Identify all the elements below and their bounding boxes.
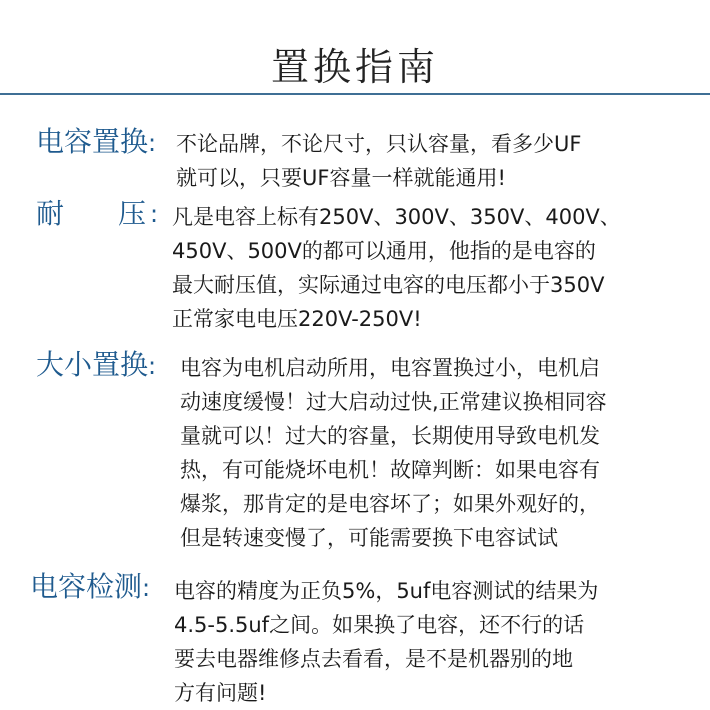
section-label-text: 电容置换 [36,125,149,158]
text-line: 450V、500V的都可以通用，他指的是电容的 [172,239,596,263]
section-label-colon: : [148,129,157,157]
text-line: 动速度缓慢！过大启动过快,正常建议换相同容 [180,390,607,414]
page-title: 置换指南 [270,45,439,89]
section-label-text: 大小置换 [36,348,149,381]
text-line: 电容为电机启动所用，电容置换过小，电机启 [180,356,600,380]
section-body-size-replacement [180,351,607,555]
text-line: 量就可以！过大的容量，长期使用导致电机发 [180,424,600,448]
section-body-voltage-rating [172,200,621,336]
section-label-char: 压 [117,197,146,230]
text-line: 4.5-5.5uf之间。如果换了电容，还不行的话 [174,613,585,637]
section-label-capacitor-testing [30,567,150,608]
text-line: 凡是电容上标有250V、300V、350V、400V、 [172,205,621,229]
text-line: 要去电器维修点去看看，是不是机器别的地 [174,647,573,671]
section-label-colon: : [150,200,159,228]
section-label-capacitor-replacement [36,122,156,163]
section-body-capacitor-replacement [176,127,581,195]
text-line: 但是转速变慢了，可能需要换下电容试试 [180,526,558,550]
text-line: 热，有可能烧坏电机！故障判断：如果电容有 [180,458,600,482]
section-label-char: 耐 [36,197,65,230]
text-line: 正常家电电压220V-250V! [172,307,422,331]
text-line: 不论品牌，不论尺寸，只认容量，看多少UF [176,132,582,156]
text-line: 最大耐压值，实际通过电容的电压都小于350V [172,273,605,297]
title-divider [0,93,710,95]
text-line: 方有问题! [174,681,267,705]
text-line: 就可以，只要UF容量一样就能通用! [176,166,506,190]
text-line: 电容的精度为正负5%，5uf电容测试的结果为 [174,579,599,603]
section-label-voltage-rating [36,194,146,234]
section-label-colon: : [142,574,151,602]
section-label-text: 电容检测 [30,570,143,603]
section-label-colon: : [148,352,157,380]
section-label-size-replacement [36,345,156,386]
text-line: 爆浆，那肯定的是电容坏了；如果外观好的， [180,492,600,516]
section-body-capacitor-testing [174,574,598,710]
